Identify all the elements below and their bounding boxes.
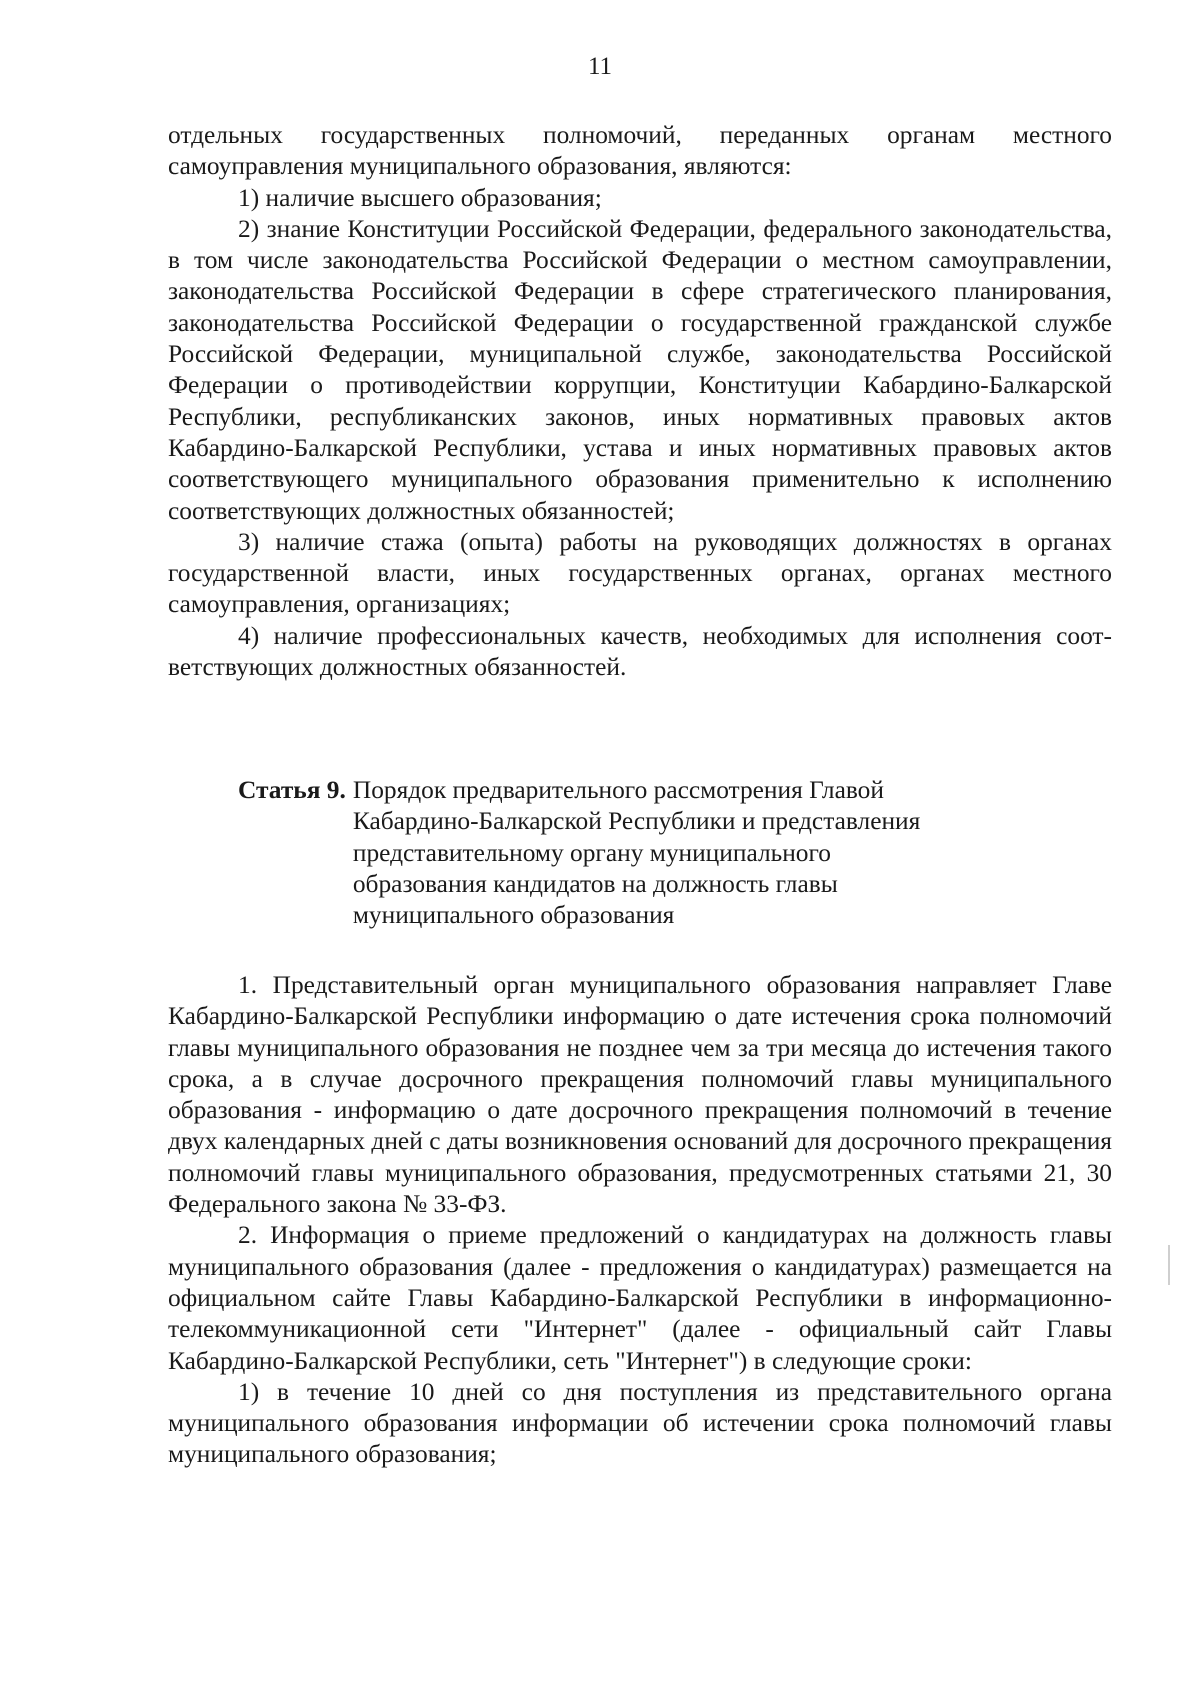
paragraph: 4) наличие профессиональных качеств, необходимых для исполнения соответствующих должностных обязанностей. bbox=[168, 621, 1112, 682]
requirements-section bbox=[168, 120, 1112, 683]
article-body bbox=[168, 970, 1112, 1471]
paragraph: 1. Представительный орган муниципального образования направляет Главе Кабардино-Балкарской Республики информацию о дате истечения срока полномочий главы муниципального образования не позднее чем за три месяца до истечения такого срока, а в случае досрочного прекращения полномочий главы муниципального образования - информацию о дате досрочного прекращения полномочий в течение двух календарных дней с даты возникновения оснований для досрочного прекращения полномочий главы муниципального образования, предусмотренных статьями 21, 30 Федерального закона № 33-ФЗ. bbox=[168, 971, 1112, 1219]
paragraph: 3) наличие стажа (опыта) работы на руководящих должностях в органах государственной власти, иных государственных органах, органах местного самоуправления, организациях; bbox=[168, 527, 1112, 619]
paragraph: 1) наличие высшего образования; bbox=[238, 183, 602, 212]
scan-edge-mark bbox=[1168, 1245, 1170, 1285]
paragraph: 2. Информация о приеме предложений о кандидатурах на должность главы муниципального образования (далее - предложения о кандидатурах) размещается на официальном сайте Главы Кабардино-Балкарской Республики в информационно-телекоммуникационной сети "Интернет" (далее - официальный сайт Главы Кабардино-Балкарской Республики, сеть "Интернет") в следующие сроки: bbox=[168, 1221, 1112, 1375]
page-number: 11 bbox=[587, 53, 613, 80]
paragraph: 1) в течение 10 дней со дня поступления из представительного органа муниципального образования информации об истечении срока полномочий главы муниципального образования; bbox=[168, 1377, 1112, 1469]
article-heading bbox=[238, 775, 998, 931]
article-label: Статья 9. bbox=[238, 776, 346, 804]
paragraph: отдельных государственных полномочий, переданных органам местного самоуправления муниципального образования, являются: bbox=[168, 121, 1112, 181]
paragraph: 2) знание Конституции Российской Федерации, федерального законодательства, в том числе законодательства Российской Федерации о местном самоуправлении, законодательства Российской Федерации в сфере стратегического планирования, законодательства Российской Федерации о государственной гражданской службе Российской Федерации, муниципальной службе, законодательства Российской Федерации о противодействии коррупции, Конституции Кабардино-Балкарской Республики, республиканских законов, иных нормативных правовых актов Кабардино-Балкарской Республики, устава и иных нормативных правовых актов соответствующего муниципального образования применительно к исполнению соответствующих должностных обязанностей; bbox=[168, 214, 1112, 525]
article-title: Порядок предварительного рассмотрения Главой Кабардино-Балкарской Республики и представления представительному органу муниципального образования кандидатов на должность главы муниципального образования bbox=[352, 776, 921, 930]
